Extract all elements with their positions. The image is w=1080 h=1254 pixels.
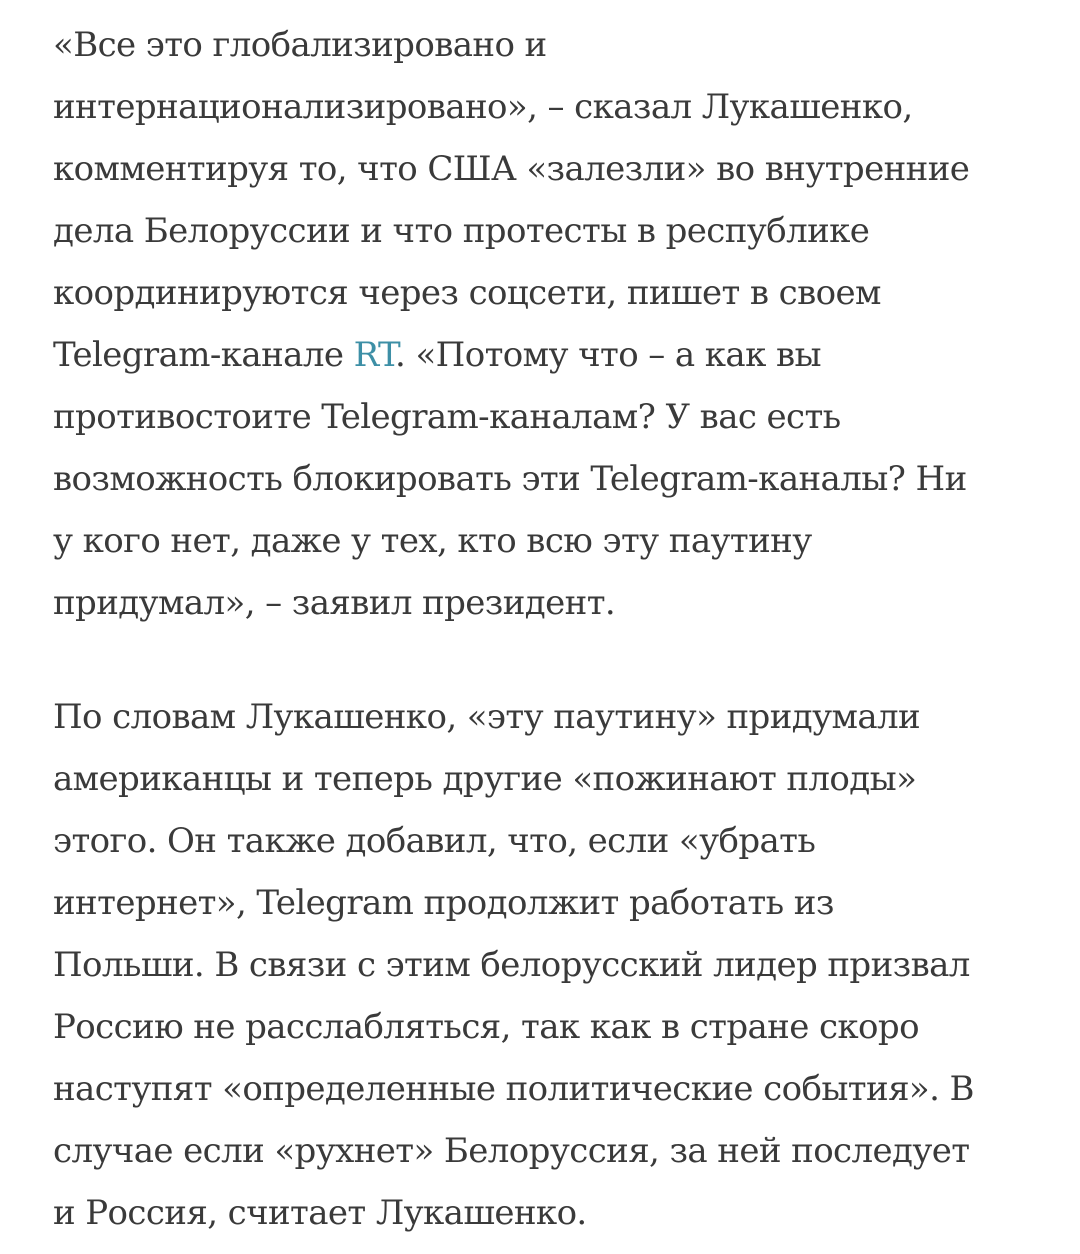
text-line: комментируя то, что США «залезли» во внутренние xyxy=(53,149,970,189)
text-line: «Все это глобализировано и xyxy=(53,25,547,65)
text-line: дела Белоруссии и что протесты в республике xyxy=(53,211,870,251)
text-line: возможность блокировать эти Telegram-каналы? Ни xyxy=(53,459,967,499)
article-body xyxy=(53,14,1063,1244)
text-line: Россию не расслабляться, так как в стране скоро xyxy=(53,1007,919,1047)
text-line: координируются через соцсети, пишет в своем xyxy=(53,273,881,313)
paragraph-1 xyxy=(53,14,1063,634)
text-line: противостоите Telegram-каналам? У вас есть xyxy=(53,397,841,437)
text-line: наступят «определенные политические события». В xyxy=(53,1069,974,1109)
text-segment: Telegram-канале xyxy=(53,335,354,375)
text-line: По словам Лукашенко, «эту паутину» придумали xyxy=(53,697,921,737)
text-line: и Россия, считает Лукашенко. xyxy=(53,1193,587,1233)
text-line: интернет», Telegram продолжит работать из xyxy=(53,883,834,923)
text-segment: . «Потому что – а как вы xyxy=(395,335,821,375)
text-line: придумал», – заявил президент. xyxy=(53,583,616,623)
text-line: Польши. В связи с этим белорусский лидер призвал xyxy=(53,945,970,985)
rt-source-link[interactable]: RT xyxy=(353,335,396,375)
paragraph-2 xyxy=(53,686,1063,1244)
text-line: у кого нет, даже у тех, кто всю эту паутину xyxy=(53,521,812,561)
text-line: интернационализировано», – сказал Лукашенко, xyxy=(53,87,913,127)
text-line: американцы и теперь другие «пожинают плоды» xyxy=(53,759,917,799)
text-line: случае если «рухнет» Белоруссия, за ней последует xyxy=(53,1131,970,1171)
text-line-with-link xyxy=(53,324,1063,386)
text-line: этого. Он также добавил, что, если «убрать xyxy=(53,821,816,861)
